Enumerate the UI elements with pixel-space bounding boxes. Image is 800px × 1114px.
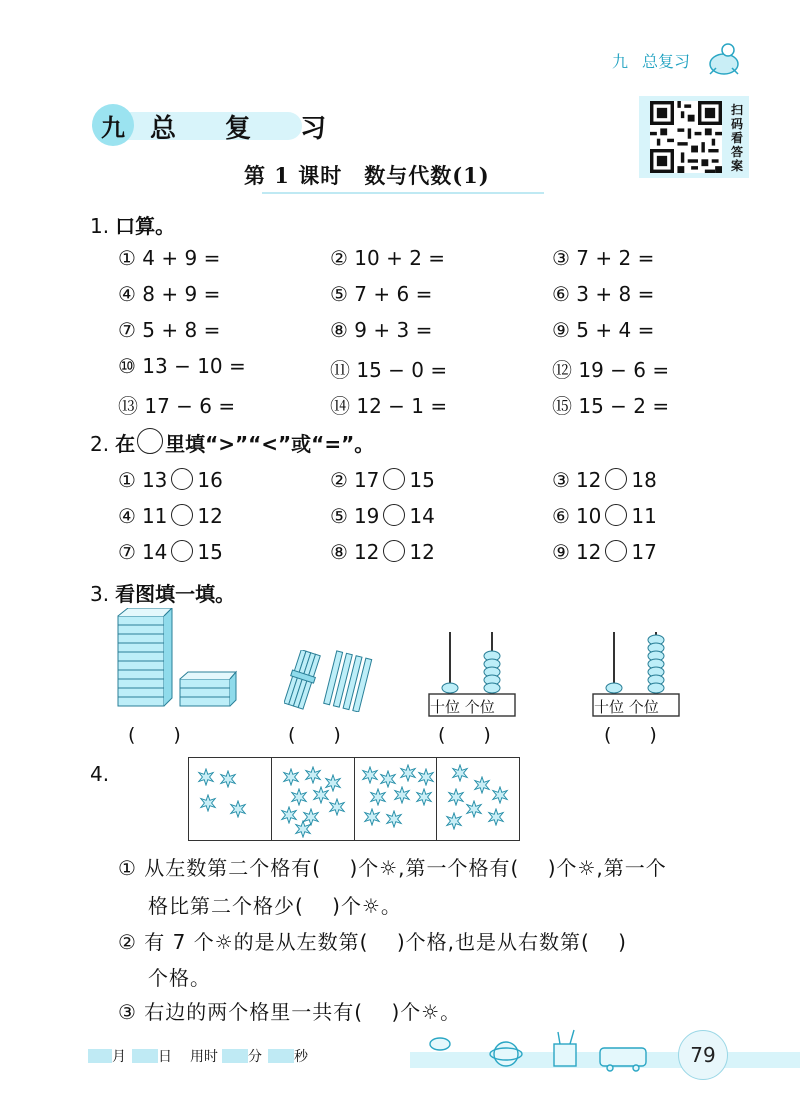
item-mark: ⑥ [552, 504, 570, 528]
question-4-1-line-2: 格比第二个格少( )个☼。 [148, 894, 402, 918]
answer-circle[interactable] [383, 468, 405, 490]
compare-item [118, 468, 223, 492]
section-title: 看图填一填。 [115, 582, 236, 606]
compare-item [330, 540, 435, 564]
compare-item [118, 504, 223, 528]
compare-item [118, 540, 223, 564]
qr-caption-char: 答 [730, 145, 743, 159]
footer-decoration-icon [420, 1026, 660, 1072]
section-1-heading [90, 210, 175, 239]
mental-math-item: ③ 7 + 2 = [552, 246, 655, 270]
left-number: 19 [353, 504, 380, 528]
right-number: 14 [409, 504, 435, 528]
right-number: 12 [197, 504, 223, 528]
star-icon [487, 808, 505, 826]
star-icon [451, 764, 469, 782]
day-label: 日 [158, 1049, 172, 1065]
circle-icon [137, 428, 163, 454]
star-icon [219, 770, 237, 788]
compare-item [330, 504, 435, 528]
item-mark: ⑤ [330, 504, 348, 528]
answer-circle[interactable] [605, 504, 627, 526]
mental-math-item: ① 4 + 9 = [118, 246, 221, 270]
star-icon [197, 768, 215, 786]
title-underline [262, 192, 544, 194]
item-mark: ⑦ [118, 540, 136, 564]
question-4-1-line-1: ① 从左数第二个格有( )个☼,第一个格有( )个☼,第一个 [118, 856, 667, 880]
qr-caption-char: 看 [730, 131, 743, 145]
answer-blank-abacus-2[interactable]: ( ) [604, 724, 657, 746]
second-blank[interactable] [268, 1049, 294, 1063]
study-log [88, 1046, 308, 1066]
star-icon [294, 820, 312, 838]
compare-item [552, 468, 657, 492]
day-blank[interactable] [132, 1049, 158, 1063]
left-number: 13 [141, 468, 168, 492]
mental-math-item: ② 10 + 2 = [330, 246, 446, 270]
grid-cell-4 [436, 758, 519, 840]
mental-math-item: ⑭ 12 − 1 = [330, 394, 448, 418]
section-3-heading [90, 578, 235, 607]
answer-circle[interactable] [171, 468, 193, 490]
header-chapter-number: 九 [612, 52, 629, 71]
mental-math-item: ④ 8 + 9 = [118, 282, 221, 306]
section-number: 1. [90, 214, 110, 238]
page-number: 79 [678, 1030, 728, 1080]
chapter-title: 总 复 习 [150, 114, 347, 144]
star-grid [188, 757, 520, 841]
mental-math-item: ⑧ 9 + 3 = [330, 318, 433, 342]
star-icon [465, 800, 483, 818]
month-label: 月 [112, 1049, 126, 1065]
section-title: 里填“>”“<”或“=”。 [165, 432, 375, 456]
question-4-3: ③ 右边的两个格里一共有( )个☼。 [118, 1000, 462, 1024]
star-icon [473, 776, 491, 794]
section-title: 口算。 [115, 214, 176, 238]
chapter-badge: 九 [92, 104, 134, 146]
mental-math-item: ⑦ 5 + 8 = [118, 318, 221, 342]
lesson-title: 第 1 课时 数与代数(1) [244, 163, 490, 188]
star-icon [447, 788, 465, 806]
answer-blank-sticks[interactable]: ( ) [288, 724, 341, 746]
item-mark: ④ [118, 504, 136, 528]
left-number: 12 [575, 468, 602, 492]
answer-circle[interactable] [605, 468, 627, 490]
left-number: 17 [353, 468, 380, 492]
question-4-2-line-1: ② 有 7 个☼的是从左数第( )个格,也是从右数第( ) [118, 930, 627, 954]
abacus-2-labels [594, 696, 659, 717]
star-icon [417, 768, 435, 786]
minute-blank[interactable] [222, 1049, 248, 1063]
item-mark: ② [330, 468, 348, 492]
minute-label: 分 [248, 1049, 262, 1065]
ones-label: 个位 [628, 698, 659, 716]
mascot-icon [702, 38, 746, 78]
compare-item [330, 468, 435, 492]
mental-math-item: ⑮ 15 − 2 = [552, 394, 670, 418]
qr-caption-char: 案 [730, 159, 743, 173]
left-number: 11 [141, 504, 168, 528]
section-title: 在 [115, 432, 136, 456]
mental-math-item: ⑥ 3 + 8 = [552, 282, 655, 306]
tens-label: 十位 [594, 698, 625, 716]
mental-math-item: ⑫ 19 − 6 = [552, 358, 670, 382]
star-icon [290, 788, 308, 806]
answer-circle[interactable] [171, 540, 193, 562]
right-number: 18 [631, 468, 657, 492]
stick-bundles-image [284, 650, 376, 712]
book-stacks-image [114, 608, 238, 713]
qr-caption [730, 103, 744, 173]
star-icon [369, 788, 387, 806]
second-label: 秒 [294, 1049, 308, 1065]
star-icon [328, 798, 346, 816]
star-icon [361, 766, 379, 784]
answer-circle[interactable] [605, 540, 627, 562]
header-chapter-name: 总复习 [642, 52, 691, 71]
star-icon [399, 764, 417, 782]
tens-label: 十位 [430, 698, 461, 716]
left-number: 10 [575, 504, 602, 528]
star-icon [229, 800, 247, 818]
compare-item [552, 504, 657, 528]
item-mark: ③ [552, 468, 570, 492]
right-number: 11 [631, 504, 657, 528]
mental-math-item: ⑨ 5 + 4 = [552, 318, 655, 342]
grid-cell-3 [354, 758, 437, 840]
question-4-2-line-2: 个格。 [148, 966, 211, 990]
right-number: 12 [409, 540, 435, 564]
section-number: 3. [90, 582, 110, 606]
section-number: 2. [90, 432, 110, 456]
answer-blank-abacus-1[interactable]: ( ) [438, 724, 491, 746]
month-blank[interactable] [88, 1049, 112, 1063]
ones-label: 个位 [464, 698, 495, 716]
right-number: 15 [409, 468, 435, 492]
star-icon [385, 810, 403, 828]
answer-blank-books[interactable]: ( ) [128, 724, 181, 746]
mental-math-item: ⑪ 15 − 0 = [330, 358, 448, 382]
right-number: 15 [197, 540, 223, 564]
item-mark: ⑨ [552, 540, 570, 564]
item-mark: ⑧ [330, 540, 348, 564]
left-number: 12 [353, 540, 380, 564]
qr-caption-char: 扫 [730, 103, 743, 117]
right-number: 16 [197, 468, 223, 492]
star-icon [491, 786, 509, 804]
star-icon [363, 808, 381, 826]
grid-cell-2 [271, 758, 354, 840]
qr-code-icon[interactable] [650, 101, 722, 173]
answer-circle[interactable] [383, 540, 405, 562]
star-icon [199, 794, 217, 812]
grid-cell-1 [189, 758, 271, 840]
time-used-label: 用时 [190, 1049, 218, 1065]
section-4-number: 4. [90, 762, 110, 786]
mental-math-item: ⑩ 13 − 10 = [118, 354, 246, 378]
star-icon [304, 766, 322, 784]
abacus-1-labels [430, 696, 495, 717]
left-number: 12 [575, 540, 602, 564]
star-icon [282, 768, 300, 786]
mental-math-item: ⑤ 7 + 6 = [330, 282, 433, 306]
star-icon [393, 786, 411, 804]
left-number: 14 [141, 540, 168, 564]
item-mark: ① [118, 468, 136, 492]
qr-caption-char: 码 [730, 117, 743, 131]
answer-circle[interactable] [383, 504, 405, 526]
right-number: 17 [631, 540, 657, 564]
mental-math-item: ⑬ 17 − 6 = [118, 394, 236, 418]
answer-circle[interactable] [171, 504, 193, 526]
section-2-heading [90, 428, 374, 457]
compare-item [552, 540, 657, 564]
star-icon [445, 812, 463, 830]
star-icon [415, 788, 433, 806]
